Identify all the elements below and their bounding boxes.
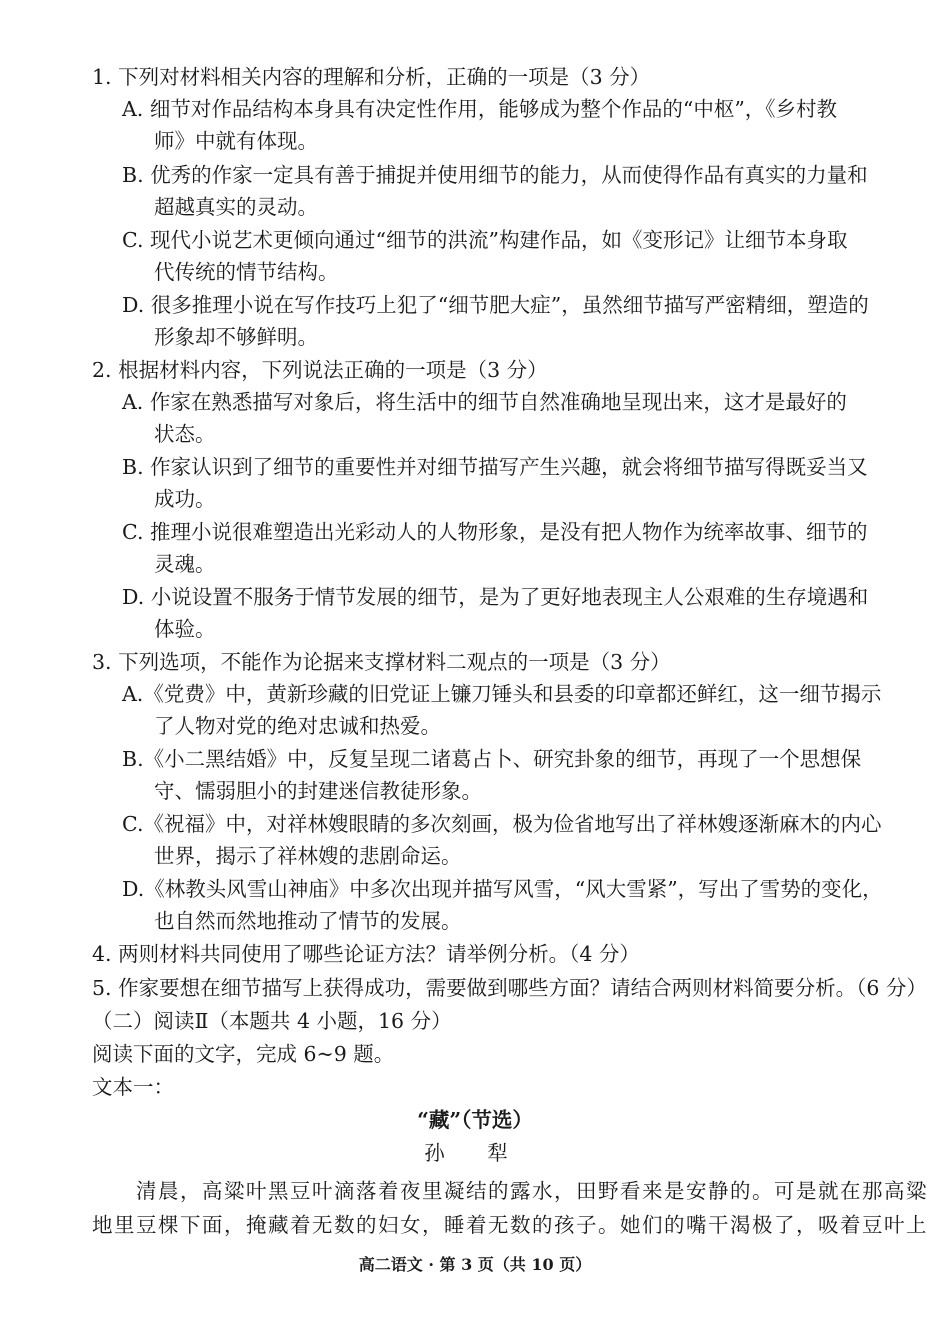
passage-title: “藏”（节选） <box>417 1108 533 1132</box>
question-3-option-d-cont: 也自然而然地推动了情节的发展。 <box>154 909 462 933</box>
section-instruction: 阅读下面的文字，完成 6~9 题。 <box>92 1042 395 1066</box>
question-1-option-b: B. 优秀的作家一定具有善于捕捉并使用细节的能力，从而使得作品有真实的力量和 <box>122 163 868 187</box>
question-2-option-a: A. 作家在熟悉描写对象后，将生活中的细节自然准确地呈现出来，这才是最好的 <box>122 390 847 414</box>
question-3-option-c-cont: 世界，揭示了祥林嫂的悲剧命运。 <box>154 844 462 868</box>
question-1-option-c: C. 现代小说艺术更倾向通过“细节的洪流”构建作品，如《变形记》让细节本身取 <box>122 228 848 252</box>
question-5: 5. 作家要想在细节描写上获得成功，需要做到哪些方面？请结合两则材料简要分析。（6 分） <box>92 976 927 1000</box>
question-3-stem: 3. 下列选项，不能作为论据来支撑材料二观点的一项是（3 分） <box>92 650 671 674</box>
question-2-option-c: C. 推理小说很难塑造出光彩动人的人物形象，是没有把人物作为统率故事、细节的 <box>122 520 868 544</box>
question-2-option-b: B. 作家认识到了细节的重要性并对细节描写产生兴趣，就会将细节描写得既妥当又 <box>122 455 868 479</box>
passage-line-1: 清晨，高粱叶黑豆叶滴落着夜里凝结的露水，田野看来是安静的。可是就在那高粱 <box>92 1179 928 1203</box>
question-2-option-d: D. 小说设置不服务于情节发展的细节，是为了更好地表现主人公艰难的生存境遇和 <box>122 585 869 609</box>
question-1-option-a: A. 细节对作品结构本身具有决定性作用，能够成为整个作品的“中枢”，《乡村教 <box>122 97 838 121</box>
question-3-option-a: A.《党费》中，黄新珍藏的旧党证上镰刀锤头和县委的印章都还鲜红，这一细节揭示 <box>122 682 882 706</box>
passage-line-2: 地里豆棵下面，掩藏着无数的妇女，睡着无数的孩子。她们的嘴干渴极了，吸着豆叶上 <box>92 1213 928 1237</box>
question-2-option-b-cont: 成功。 <box>154 487 216 511</box>
section-heading: （二）阅读Ⅱ（本题共 4 小题，16 分） <box>92 1009 452 1033</box>
question-2-option-d-cont: 体验。 <box>154 617 216 641</box>
question-3-option-b-cont: 守、懦弱胆小的封建迷信教徒形象。 <box>154 779 482 803</box>
question-1-option-a-cont: 师》中就有体现。 <box>154 129 318 153</box>
question-2-option-a-cont: 状态。 <box>154 422 216 446</box>
question-1-option-c-cont: 代传统的情节结构。 <box>154 260 339 284</box>
text-one-label: 文本一： <box>92 1075 174 1099</box>
question-3-option-b: B.《小二黑结婚》中，反复呈现二诸葛占卜、研究卦象的细节，再现了一个思想保 <box>122 747 862 771</box>
question-1-option-d-cont: 形象却不够鲜明。 <box>154 325 318 349</box>
question-1-stem: 1. 下列对材料相关内容的理解和分析，正确的一项是（3 分） <box>92 65 651 89</box>
page-footer: 高二语文 · 第 3 页（共 10 页） <box>358 1255 592 1274</box>
question-1-option-d: D. 很多推理小说在写作技巧上犯了“细节肥大症”，虽然细节描写严密精细，塑造的 <box>122 293 869 317</box>
question-2-option-c-cont: 灵魂。 <box>154 552 216 576</box>
question-1-option-b-cont: 超越真实的灵动。 <box>154 195 318 219</box>
question-2-stem: 2. 根据材料内容，下列说法正确的一项是（3 分） <box>92 358 548 382</box>
question-3-option-c: C.《祝福》中，对祥林嫂眼睛的多次刻画，极为俭省地写出了祥林嫂逐渐麻木的内心 <box>122 812 882 836</box>
question-3-option-a-cont: 了人物对党的绝对忠诚和热爱。 <box>154 714 441 738</box>
passage-author: 孙 犁 <box>424 1141 526 1165</box>
question-3-option-d: D.《林教头风雪山神庙》中多次出现并描写风雪，“风大雪紧”，写出了雪势的变化， <box>122 877 883 901</box>
question-4: 4. 两则材料共同使用了哪些论证方法？请举例分析。（4 分） <box>92 942 640 966</box>
